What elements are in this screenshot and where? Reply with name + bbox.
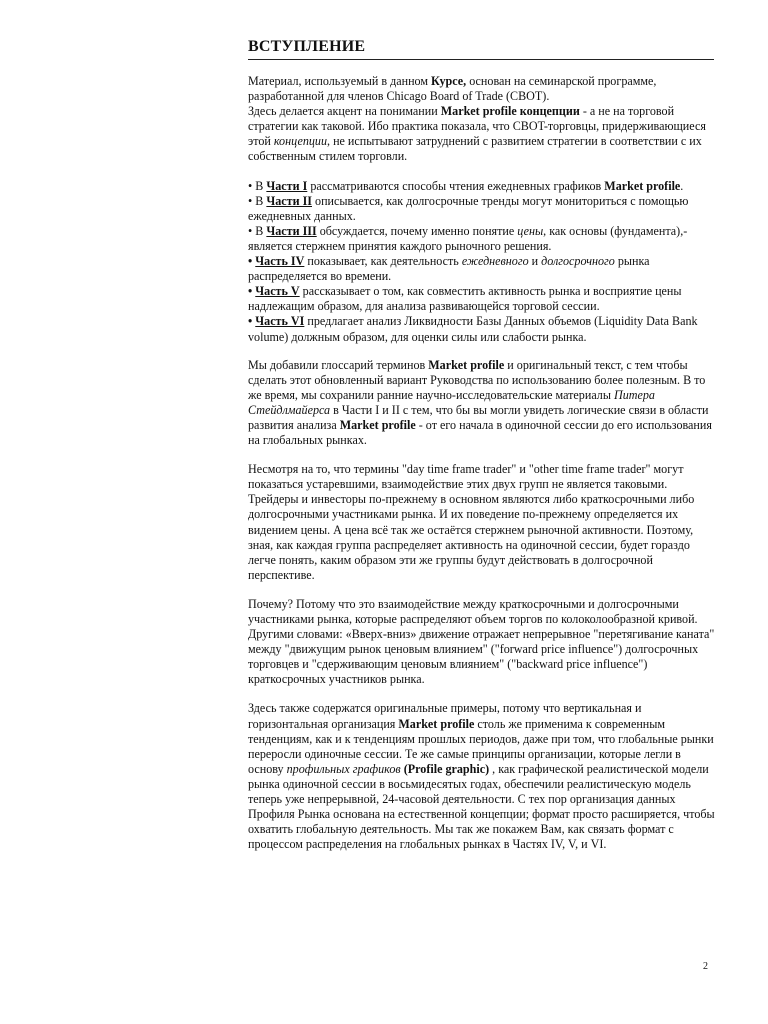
- intro-concept-italic: концепции: [273, 134, 328, 149]
- glossary-text-a: Мы добавили глоссарий терминов: [248, 357, 429, 372]
- examples-mp: Market profile: [398, 716, 475, 731]
- terms-paragraph: Несмотря на то, что термины "day time frame trader" и "other time frame trader" могут показаться устаревшими, взаимодействие этих двух групп не является таковыми. Трейдеры и инвесторы по-прежнему в основном являются либо краткосрочными либо долгосрочными участниками рынка. И их поведение по-прежнему определяется их видением цены. А цена всё так же остаётся стержнем рыночной активности. Поэтому, зная, как каждая группа распределяет активность на одиночной сессии, будет гораздо легче понять, каким образом эти же группы будут действовать в долгосрочной перспективе.: [248, 462, 695, 582]
- glossary-mp-2: Market profile: [339, 417, 416, 432]
- part-4-bullet: •: [248, 254, 256, 269]
- intro-paragraph: [248, 74, 718, 165]
- part-6-item: [248, 314, 698, 343]
- part-1-item: [248, 179, 683, 193]
- glossary-text-d: в Части I и II с тем, что бы вы могли увидеть логические связи в области развития анализа: [248, 402, 709, 432]
- part-4-text: показывает, как деятельность: [304, 254, 462, 269]
- glossary-mp-1: Market profile: [428, 357, 505, 372]
- intro-kurs: Курсе,: [431, 74, 467, 88]
- examples-text-e: , как графической реалистической модели рынка одиночной сессии в восьмидесятых годах, обеспечили реалистическую модель теперь уже непрерывной, 24-часовой деятельности. С тех пор организация данных Профиля Рынка основана на естественной концепции; формат просто расширяется, чтобы охватить глобальную деятельность. Мы так же покажем Вам, как связать формат с процессом распределения на глобальных рынках в Частях IV, V, и VI.: [248, 761, 715, 852]
- examples-text-a: Здесь также содержатся оригинальные примеры, потому что вертикальная и горизонтальная организация: [248, 701, 642, 731]
- section-heading: ВСТУПЛЕНИЕ: [248, 38, 366, 55]
- part-4-end: рынка распределяется во времени.: [248, 254, 650, 284]
- part-1-bullet: • В: [248, 178, 267, 193]
- part-3-label: Части III: [266, 223, 317, 238]
- part-5-item: [248, 284, 682, 313]
- glossary-text-c: и оригинальный текст, с тем чтобы сделать этот обновленный вариант Руководства по использованию более полезным. В то же время, мы сохранили ранние научно-исследовательские материалы: [248, 357, 706, 402]
- intro-mp-concept: Market profile концепции: [440, 104, 580, 119]
- examples-text-c: столь же применима к современным тенденциям, как и к тенденциям прошлых периодов, даже при том, что глобальные рынки переросли одиночные сессии. Те же самые принципы организации, которые легли в основу: [248, 716, 714, 776]
- part-3-italic: цены: [517, 223, 544, 238]
- part-4-label: Часть IV: [255, 254, 305, 269]
- part-4-mid: и: [528, 254, 542, 269]
- part-3-end: , как основы (фундамента),- является стержнем принятия каждого рыночного решения.: [248, 223, 688, 253]
- intro-text-d: Здесь делается акцент на понимании: [248, 104, 441, 119]
- parts-list: [248, 179, 718, 345]
- part-3-text: обсуждается, почему именно понятие: [316, 223, 518, 238]
- part-1-label: Части I: [266, 178, 308, 193]
- heading-rule: [248, 59, 714, 60]
- part-1-bold: Market profile: [604, 178, 681, 193]
- intro-text-a: Материал, используемый в данном: [248, 74, 432, 88]
- part-3-bullet: • В: [248, 223, 267, 238]
- part-4-item: [248, 254, 650, 283]
- examples-profile-graphic: (Profile graphic): [403, 761, 490, 776]
- intro-text-f: , не испытывают затруднений с развитием стратегии в соответствии с их собственным стилем торговли.: [248, 134, 702, 164]
- part-1-end: .: [680, 178, 684, 193]
- part-5-bullet: •: [248, 284, 256, 299]
- part-6-text: предлагает анализ Ликвидности Базы Данных объемов (Liquidity Data Bank volume) должным образом, для оценки силы или слабости рынка.: [248, 314, 698, 344]
- glossary-text-e: - от его начала в одиночной сессии до его использования на глобальных рынках.: [248, 417, 712, 448]
- part-4-italic-2: долгосрочного: [541, 254, 615, 269]
- glossary-paragraph: [248, 358, 718, 449]
- part-6-label: Часть VI: [255, 314, 305, 329]
- document-body: [248, 74, 718, 852]
- page-number: 2: [703, 961, 708, 972]
- examples-paragraph: [248, 701, 718, 852]
- glossary-author-italic: Питера Стейдлмайерса: [248, 387, 655, 417]
- intro-text-c: основан на семинарской программе, разработанной для членов Chicago Board of Trade (CBOT).: [248, 74, 657, 104]
- part-2-bullet: • В: [248, 193, 267, 208]
- part-2-text: описывается, как долгосрочные тренды могут мониториться с помощью ежедневных данных.: [248, 193, 689, 223]
- part-6-bullet: •: [248, 314, 256, 329]
- examples-italic: профильных графиков: [286, 761, 401, 776]
- part-4-italic-1: ежедневного: [461, 254, 529, 269]
- part-5-text: рассказывает о том, как совместить активность рынка и восприятие цены надлежащим образом, для анализа развивающейся торговой сессии.: [248, 284, 682, 314]
- part-2-label: Части II: [266, 193, 312, 208]
- part-5-label: Часть V: [255, 284, 300, 299]
- part-1-text: рассматриваются способы чтения ежедневных графиков: [307, 178, 605, 193]
- why-paragraph: Почему? Потому что это взаимодействие между краткосрочными и долгосрочными участниками рынка, которые распределяют объем торгов по колоколообразной кривой. Другими словами: «Вверх-вниз» движение отражает непрерывное "перетягивание каната" между "движущим рынок ценовым влиянием" ("forward price influence") долгосрочных торговцев и "сдерживающим ценовым влиянием" ("backward price influence") краткосрочных участников рынка.: [248, 596, 715, 687]
- part-2-item: [248, 194, 688, 223]
- intro-text-e: - а не на торговой стратегии как таковой. Ибо практика показала, что CBOT-торговцы, придерживающиеся этой: [248, 104, 706, 149]
- part-3-item: [248, 224, 687, 253]
